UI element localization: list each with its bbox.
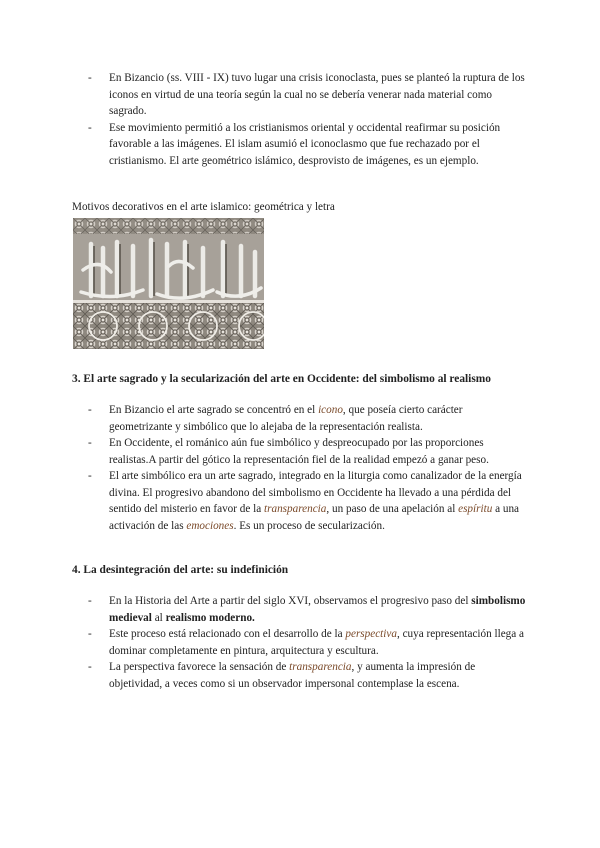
list-item xyxy=(88,468,528,534)
section-4-bullet-list xyxy=(88,593,528,692)
bullet-text: La perspectiva favorece la sensación de xyxy=(109,661,290,673)
bullet-text: El arte simbólico era un arte sagrado, integrado en la liturgia como canalizador de la energía divina. El progresivo abandono del simbolismo en Occidente ha llevado a una pérdida del sentido del misterio en favor de la xyxy=(109,470,522,515)
figure-caption: Motivos decorativos en el arte islamico: geométrica y letra xyxy=(72,201,335,213)
bullet-dash: - xyxy=(88,437,92,449)
list-item xyxy=(88,70,528,120)
bullet-text: En Bizancio (ss. VIII - IX) tuvo lugar una crisis iconoclasta, pues se planteó la ruptura de los iconos en virtud de una teoría según la cual no se debería venerar nada material como sagrado. xyxy=(109,72,525,117)
bullet-text: , cuya representación llega a dominar completamente en pintura, arquitectura y escultura. xyxy=(109,628,525,657)
bold-term: simbolismo medieval xyxy=(109,595,526,624)
bullet-dash: - xyxy=(88,72,92,84)
section-3-heading: 3. El arte sagrado y la secularización del arte en Occidente: del simbolismo al realismo xyxy=(72,373,491,385)
bullet-dash: - xyxy=(88,121,92,134)
bullet-text: Ese movimiento permitió a los cristianismos oriental y occidental reafirmar su posición favorable a las imágenes. El islam asumió el iconoclasmo que fue rechazado por el cristianismo. El arte geométrico islámico, desprovisto de imágenes, es un ejemplo. xyxy=(109,121,501,167)
bullet-text: , que poseía cierto carácter geometrizante y simbólico que lo alejaba de la representación realista. xyxy=(109,404,463,433)
emphasis-term: perspectiva xyxy=(345,628,397,640)
intro-bullet-list xyxy=(88,70,528,169)
list-item xyxy=(88,435,528,468)
section-4-heading: 4. La desintegración del arte: su indefinición xyxy=(72,564,289,576)
bullet-text: . Es un proceso de secularización. xyxy=(233,519,385,532)
bullet-text: En Occidente, el románico aún fue simbólico y despreocupado por las proporciones realistas.A partir del gótico la representación fiel de la realidad empezó a ganar peso. xyxy=(109,437,489,466)
emphasis-term: transparencia xyxy=(289,661,352,673)
section-3-bullet-list xyxy=(88,402,528,534)
bullet-text: al xyxy=(151,611,166,624)
emphasis-term: icono xyxy=(318,404,343,416)
emphasis-term: espíritu xyxy=(458,503,493,515)
islamic-calligraphy-image xyxy=(73,218,264,349)
bullet-dash: - xyxy=(88,470,92,482)
list-item xyxy=(88,626,528,659)
list-item xyxy=(88,402,528,435)
bullet-dash: - xyxy=(88,595,92,607)
bullet-text: En la Historia del Arte a partir del siglo XVI, observamos el progresivo paso del xyxy=(109,595,472,607)
bullet-dash: - xyxy=(88,404,92,416)
bullet-text: a una activación de las xyxy=(109,503,520,532)
list-item xyxy=(88,659,528,692)
bold-term: realismo moderno. xyxy=(165,611,255,624)
bullet-text: En Bizancio el arte sagrado se concentró en el xyxy=(109,404,319,416)
bullet-text: , y aumenta la impresión de objetividad, a veces como si un observador impersonal contemplase la escena. xyxy=(109,661,476,690)
bullet-dash: - xyxy=(88,661,92,673)
bullet-text: , un paso de una apelación al xyxy=(326,503,459,515)
bullet-dash: - xyxy=(88,628,92,640)
bullet-text: Este proceso está relacionado con el desarrollo de la xyxy=(109,628,346,640)
emphasis-term: emociones xyxy=(186,519,234,532)
list-item xyxy=(88,593,528,626)
emphasis-term: transparencia xyxy=(264,503,327,515)
list-item xyxy=(88,120,528,170)
